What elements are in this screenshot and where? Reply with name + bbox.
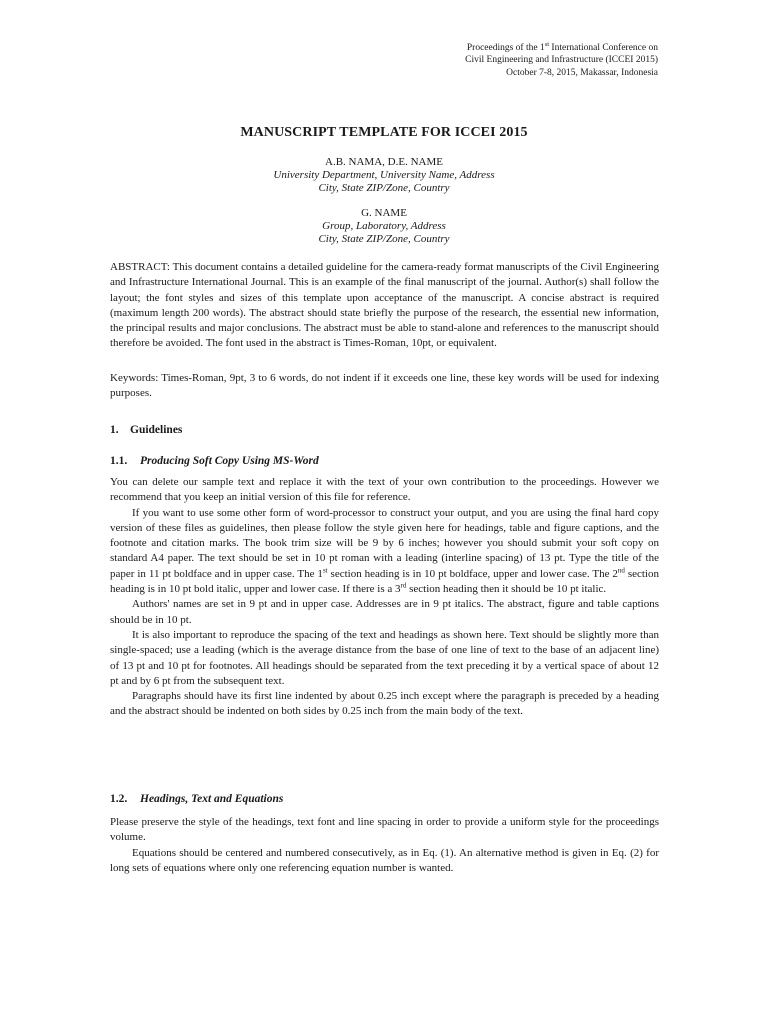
subsection-heading-1-1: [110, 455, 319, 467]
section-number: 1.: [110, 424, 119, 436]
author-block-1: [0, 156, 768, 195]
keywords: Keywords: Times-Roman, 9pt, 3 to 6 words, do not indent if it exceeds one line, these key words will be used for indexing purposes.: [110, 372, 659, 400]
author-location: City, State ZIP/Zone, Country: [318, 182, 450, 194]
paragraph: Equations should be centered and numbered consecutively, as in Eq. (1). An alternative method is given in Eq. (2) for long sets of equations where only one referencing equation number is wanted.: [110, 846, 659, 874]
subsection-title: Producing Soft Copy Using MS-Word: [140, 455, 319, 467]
paragraph: Paragraphs should have its first line indented by about 0.25 inch except where the paragraph is preceded by a heading and the abstract should be indented on both sides by 0.25 inch from the main body of the text.: [110, 690, 659, 718]
subsection-1-1-body: [110, 475, 659, 720]
header-line-3: October 7-8, 2015, Makassar, Indonesia: [506, 67, 658, 78]
paragraph: If you want to use some other form of word-processor to construct your output, and you are using the final hard copy version of these files as guidelines, then please follow the style given here for headings, table and figure captions, and the footnote and citation marks. The book trim size will be 9 by 6 inches; however you should submit your soft copy on standard A4 paper. The text should be set in 10 pt roman with a leading (interline spacing) of 13 pt. Type the title of the paper in 11 pt boldface and in upper case. The 1st section heading is in 10 pt boldface, upper and lower case. The 2nd section heading is in 10 pt bold italic, upper and lower case. If there is a 3rd section heading then it should be 10 pt italic.: [110, 506, 659, 596]
section-heading-1: [110, 424, 182, 436]
header-superscript: st: [544, 40, 550, 48]
author-names: A.B. NAMA, D.E. NAME: [325, 156, 443, 168]
subsection-number: 1.1.: [110, 455, 128, 467]
section-title: Guidelines: [130, 424, 183, 436]
subsection-heading-1-2: [110, 793, 283, 805]
paragraph: Authors' names are set in 9 pt and in upper case. Addresses are in 9 pt italics. The abstract, figure and table captions should be in 10 pt.: [110, 598, 659, 626]
paragraph: You can delete our sample text and replace it with the text of your own contribution to the proceedings. However we recommend that you keep an initial version of this file for reference.: [110, 476, 659, 504]
paragraph: It is also important to reproduce the spacing of the text and headings as shown here. Text should be slightly more than single-spaced; use a leading (which is the average distance from the base of one line of text to the base of an adjacent line) of 13 pt and 10 pt for footnotes. All headings should be separated from the text preceding it by a vertical space of about 12 pt and by 6 pt from the subsequent text.: [110, 628, 659, 687]
subsection-title: Headings, Text and Equations: [140, 793, 284, 805]
header-line-2: Civil Engineering and Infrastructure (ICCEI 2015): [465, 55, 658, 66]
header-line-1: Proceedings of the 1st International Conference on: [466, 40, 658, 53]
author-affiliation: University Department, University Name, Address: [273, 169, 495, 181]
conference-header: [338, 42, 658, 79]
author-affiliation: Group, Laboratory, Address: [322, 220, 446, 232]
subsection-number: 1.2.: [110, 793, 128, 805]
author-location: City, State ZIP/Zone, Country: [318, 233, 450, 245]
abstract: ABSTRACT: This document contains a detailed guideline for the camera-ready format manuscripts of the Civil Engineering and Infrastructure International Journal. This is an example of the final manuscript of the journal. Author(s) shall follow the layout; the font styles and sizes of this template upon acceptance of the manuscript. A concise abstract is required (maximum length 200 words). The abstract should state briefly the purpose of the research, the essential new information, the principal results and major conclusions. The abstract must be able to stand-alone and references to the manuscript should therefore be avoided. The font used in the abstract is Times-Roman, 10pt, or equivalent.: [110, 261, 659, 350]
author-block-2: [0, 207, 768, 246]
author-names: G. NAME: [361, 207, 407, 219]
paragraph: Please preserve the style of the headings, text font and line spacing in order to provide a uniform style for the proceedings volume.: [110, 816, 659, 844]
paper-title: MANUSCRIPT TEMPLATE FOR ICCEI 2015: [240, 125, 528, 140]
subsection-1-2-body: [110, 815, 659, 876]
